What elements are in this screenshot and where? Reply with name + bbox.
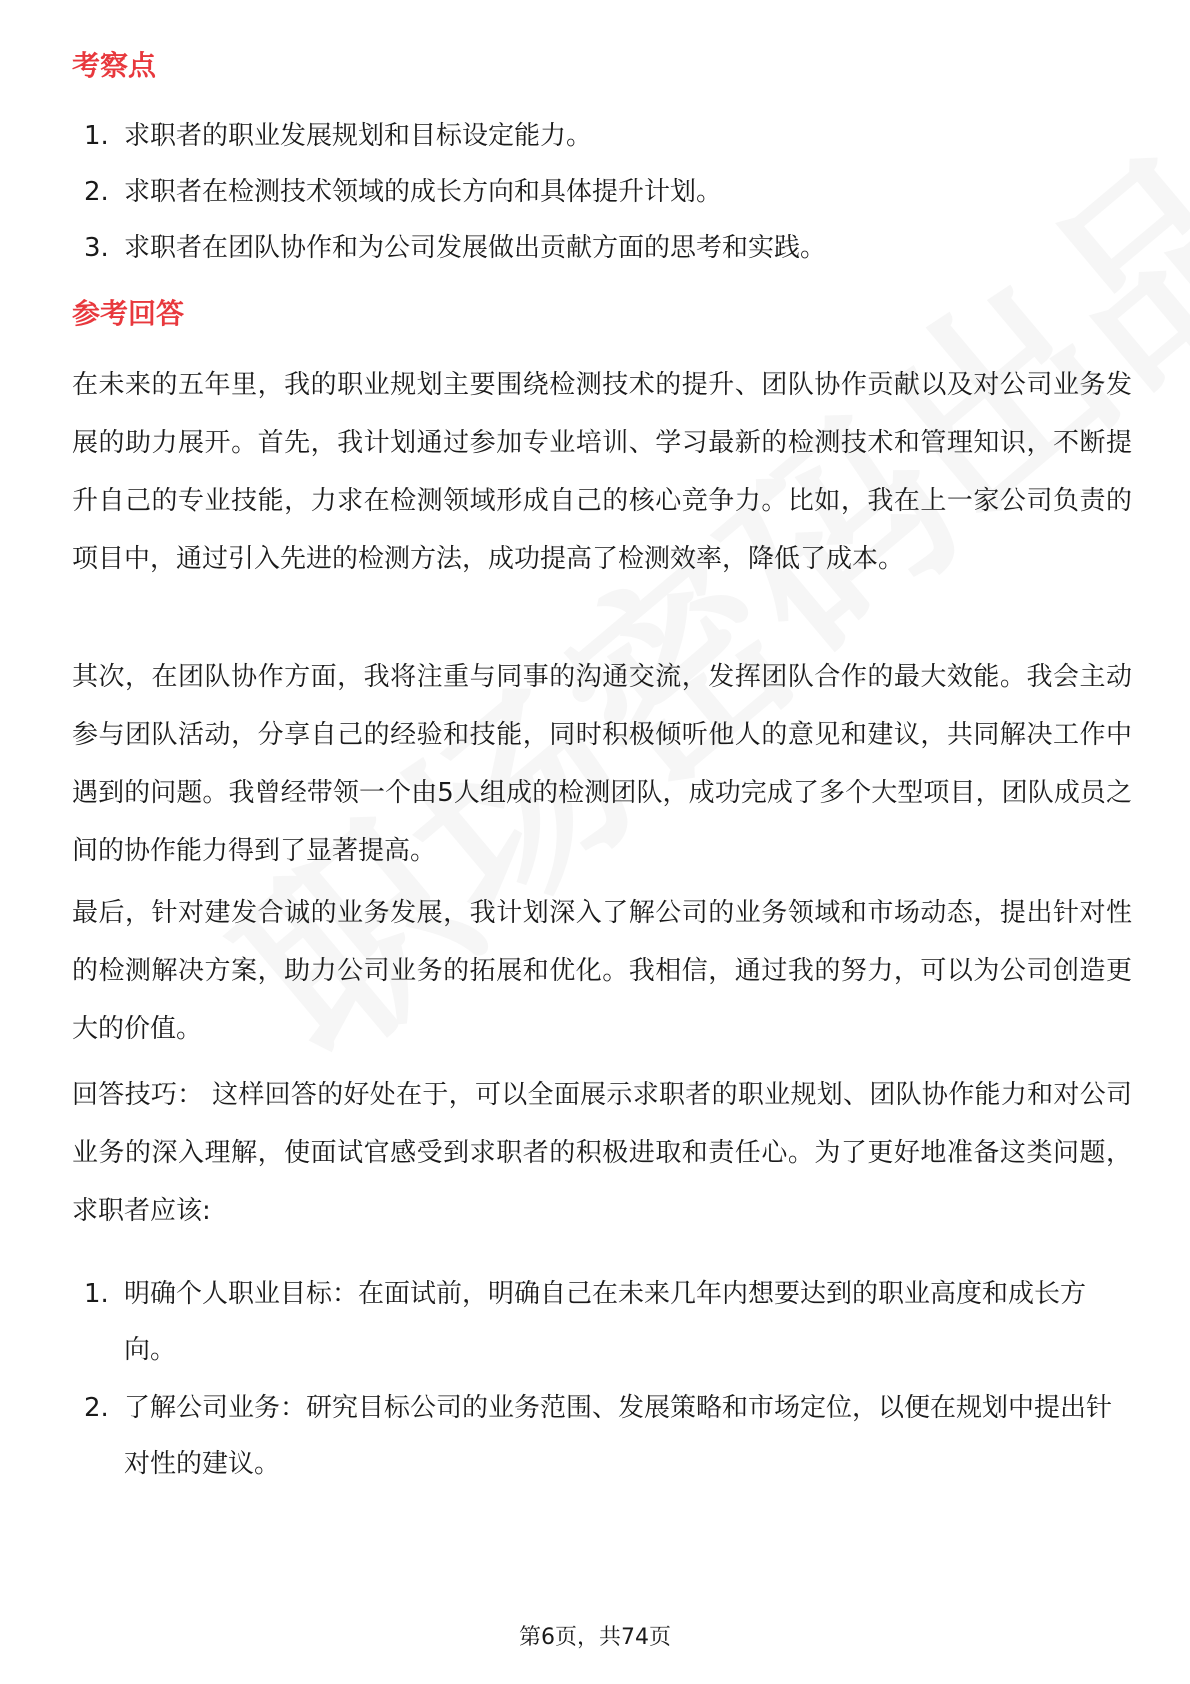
- answer-paragraph-3: 最后，针对建发合诚的业务发展，我计划深入了解公司的业务领域和市场动态，提出针对性的检测解决方案，助力公司业务的拓展和优化。我相信，通过我的努力，可以为公司创造更大的价值。: [72, 898, 1132, 1044]
- list-item: 2. 了解公司业务：研究目标公司的业务范围、发展策略和市场定位，以便在规划中提出针对性的建议。: [84, 1393, 1113, 1479]
- tips-list: [72, 1266, 1132, 1492]
- key-points-list: [72, 108, 1132, 276]
- key-points-title: 考察点: [72, 49, 157, 82]
- list-item: 1. 明确个人职业目标：在面试前，明确自己在未来几年内想要达到的职业高度和成长方向。: [84, 1279, 1087, 1365]
- answer-paragraph-1: 在未来的五年里，我的职业规划主要围绕检测技术的提升、团队协作贡献以及对公司业务发展的助力展开。首先，我计划通过参加专业培训、学习最新的检测技术和管理知识，不断提升自己的专业技能，力求在检测领域形成自己的核心竞争力。比如，我在上一家公司负责的项目中，通过引入先进的检测方法，成功提高了检测效率，降低了成本。: [72, 370, 1132, 574]
- list-item: 3. 求职者在团队协作和为公司发展做出贡献方面的思考和实践。: [84, 233, 827, 263]
- list-item: 2. 求职者在检测技术领域的成长方向和具体提升计划。: [84, 177, 723, 207]
- answer-title: 参考回答: [72, 297, 185, 330]
- answer-tips-intro: 回答技巧： 这样回答的好处在于，可以全面展示求职者的职业规划、团队协作能力和对公司业务的深入理解，使面试官感受到求职者的积极进取和责任心。为了更好地准备这类问题，求职者应该:: [72, 1080, 1132, 1226]
- list-item: 1. 求职者的职业发展规划和目标设定能力。: [84, 121, 593, 151]
- answer-paragraph-2: 其次，在团队协作方面，我将注重与同事的沟通交流，发挥团队合作的最大效能。我会主动参与团队活动，分享自己的经验和技能，同时积极倾听他人的意见和建议，共同解决工作中遇到的问题。我曾经带领一个由5人组成的检测团队，成功完成了多个大型项目，团队成员之间的协作能力得到了显著提高。: [72, 662, 1132, 866]
- page-footer: 第6页，共74页: [519, 1625, 671, 1650]
